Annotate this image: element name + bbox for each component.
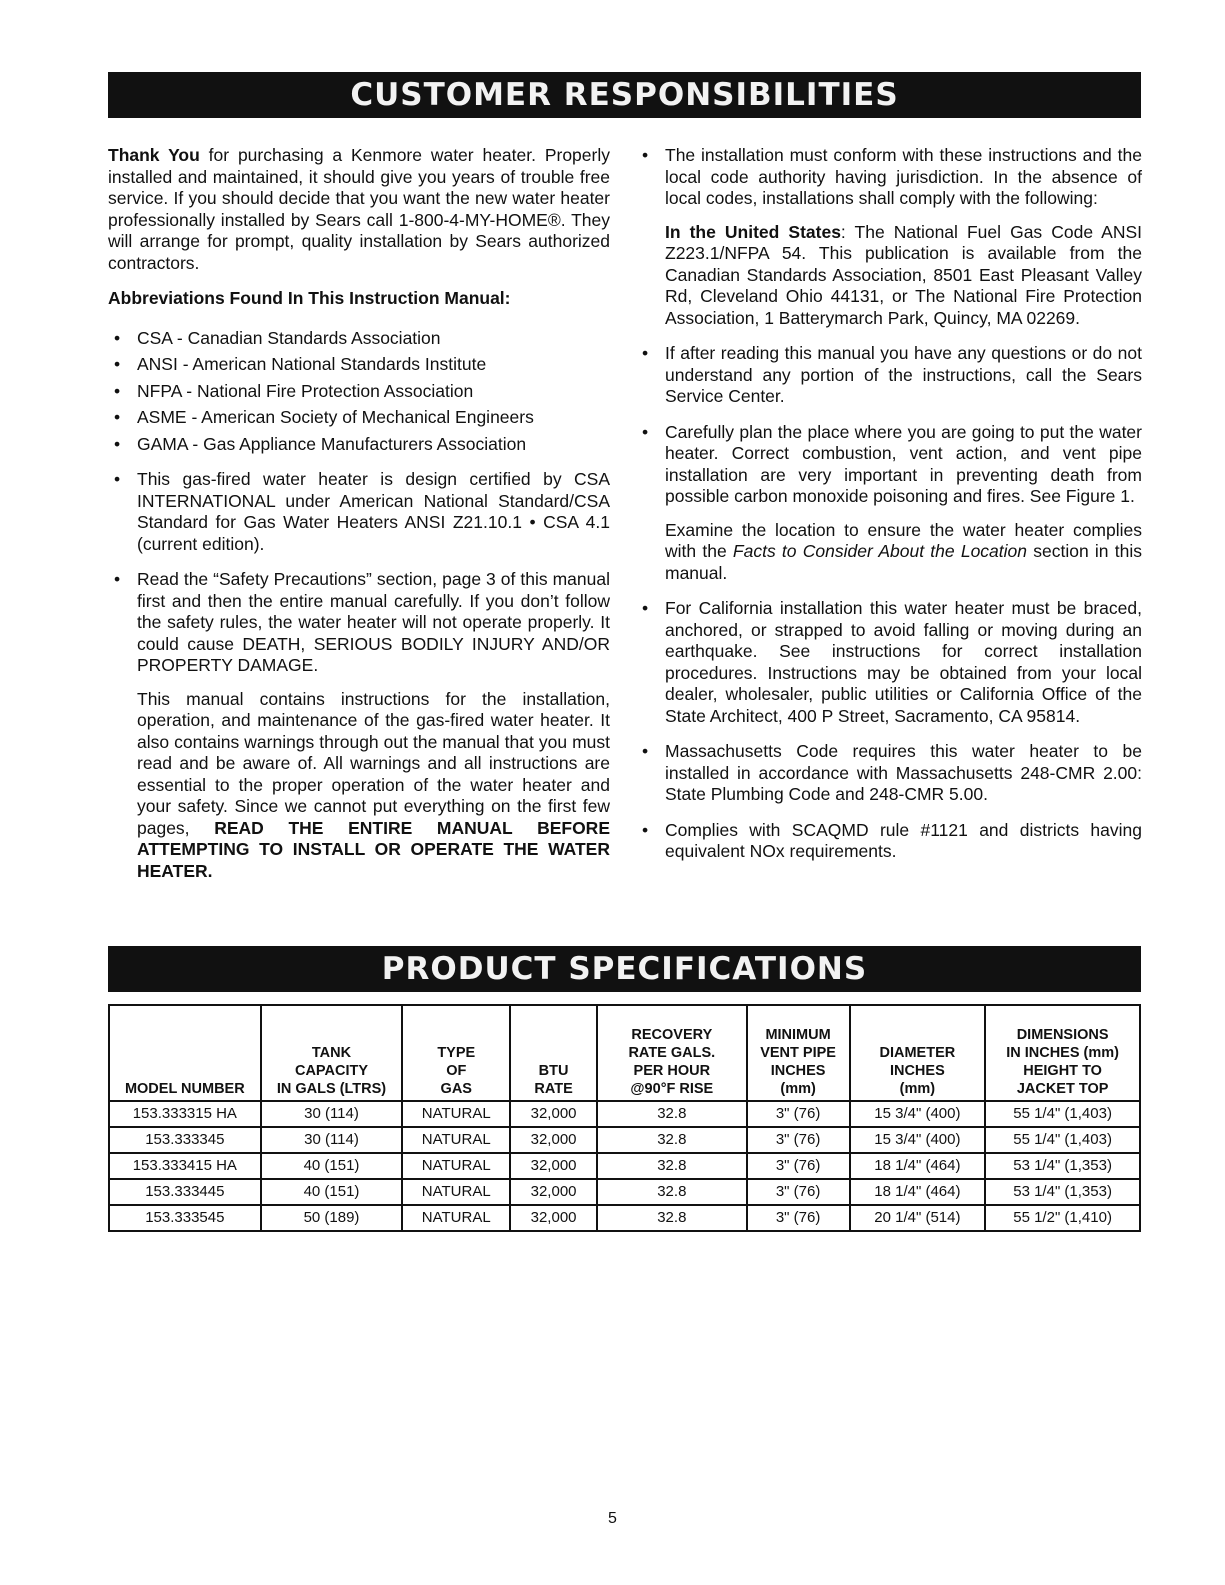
table-cell: 32,000 bbox=[510, 1101, 597, 1127]
left-column bbox=[108, 145, 610, 882]
bullet-icon: • bbox=[114, 354, 121, 374]
scaqmd-text: Complies with SCAQMD rule #1121 and districts having equivalent NOx requirements. bbox=[665, 819, 1142, 861]
table-cell: 55 1/4" (1,403) bbox=[985, 1101, 1140, 1127]
table-row bbox=[109, 1205, 1140, 1231]
manual-text: This manual contains instructions for the installation, operation, and maintenance of the gas-fired water heater. It also contains warnings through out the manual that you must read and be aware of. All warnings and all instructions are essential to the proper operation of the water heater and your safety. Since we cannot put everything on the first few pages, bbox=[137, 688, 610, 838]
bullet-icon: • bbox=[114, 469, 121, 489]
list-item bbox=[108, 381, 610, 403]
table-cell: 32,000 bbox=[510, 1153, 597, 1179]
table-cell: 30 (114) bbox=[261, 1127, 403, 1153]
table-cell: 153.333545 bbox=[109, 1205, 261, 1231]
table-cell: 3" (76) bbox=[747, 1205, 850, 1231]
abbreviation-text: CSA - Canadian Standards Association bbox=[137, 327, 441, 348]
examine-paragraph bbox=[665, 520, 1142, 585]
bullet-icon: • bbox=[114, 327, 121, 348]
installation-text: The installation must conform with these instructions and the local code authority having jurisdiction. In the absence of local codes, installations shall comply with the following: bbox=[665, 145, 1142, 208]
table-row bbox=[109, 1101, 1140, 1127]
abbreviations-title bbox=[108, 288, 610, 310]
placement-text: Carefully plan the place where you are going to put the water heater. Correct combustion, vent action, and vent pipe installation are very important in preventing death from possible carbon monoxide poisoning and fires. See Figure 1. bbox=[665, 421, 1142, 506]
column-header: BTU RATE bbox=[510, 1005, 597, 1101]
bullet-icon: • bbox=[114, 407, 121, 427]
certification-bullet bbox=[108, 469, 610, 555]
table-cell: NATURAL bbox=[402, 1179, 510, 1205]
certification-text: This gas-fired water heater is design certified by CSA INTERNATIONAL under American National Standard/CSA Standard for Gas Water Heaters ANSI Z21.10.1 • CSA 4.1 (current edition). bbox=[137, 469, 610, 554]
table-cell: 153.333445 bbox=[109, 1179, 261, 1205]
abbreviations-list bbox=[108, 328, 610, 456]
product-specifications-header: PRODUCT SPECIFICATIONS bbox=[108, 946, 1141, 992]
table-cell: 32.8 bbox=[597, 1127, 747, 1153]
column-header: TYPE OF GAS bbox=[402, 1005, 510, 1101]
column-header: DIAMETER INCHES (mm) bbox=[850, 1005, 986, 1101]
table-body bbox=[109, 1101, 1140, 1231]
column-header: TANK CAPACITY IN GALS (LTRS) bbox=[261, 1005, 403, 1101]
table-row bbox=[109, 1127, 1140, 1153]
customer-responsibilities-header: CUSTOMER RESPONSIBILITIES bbox=[108, 72, 1141, 118]
table-cell: 32,000 bbox=[510, 1127, 597, 1153]
us-bold: In the United States bbox=[665, 221, 841, 242]
california-text: For California installation this water heater must be braced, anchored, or strapped to avoid falling or moving during an earthquake. See instructions for correct installation procedures. Instructions may be obtained from your local dealer, wholesaler, public utilities or California Office of the State Architect, 400 P Street, Sacramento, CA 95814. bbox=[665, 598, 1142, 726]
abbreviation-text: NFPA - National Fire Protection Association bbox=[137, 380, 474, 401]
bullet-icon: • bbox=[114, 380, 121, 401]
list-item bbox=[108, 354, 610, 376]
table-cell: NATURAL bbox=[402, 1127, 510, 1153]
table-cell: 32,000 bbox=[510, 1205, 597, 1231]
table-cell: 3" (76) bbox=[747, 1179, 850, 1205]
placement-bullet bbox=[636, 422, 1142, 585]
table-cell: NATURAL bbox=[402, 1101, 510, 1127]
intro-paragraph bbox=[108, 145, 610, 274]
table-cell: 20 1/4" (514) bbox=[850, 1205, 986, 1231]
table-cell: 32.8 bbox=[597, 1153, 747, 1179]
bullet-icon: • bbox=[642, 598, 649, 618]
manual-paragraph bbox=[137, 689, 610, 883]
table-cell: 153.333415 HA bbox=[109, 1153, 261, 1179]
table-header-row bbox=[109, 1005, 1140, 1101]
table-cell: 3" (76) bbox=[747, 1127, 850, 1153]
table-cell: 18 1/4" (464) bbox=[850, 1179, 986, 1205]
us-text: : The National Fuel Gas Code ANSI Z223.1/NFPA 54. This publication is available from the Canadian Standards Association, 8501 East Pleasant Valley Rd, Cleveland Ohio 44131, or The National Fire Protection Association, 1 Batterymarch Park, Quincy, MA 02269. bbox=[665, 221, 1142, 328]
table-cell: 32,000 bbox=[510, 1179, 597, 1205]
california-bullet bbox=[636, 598, 1142, 727]
bullet-icon: • bbox=[642, 421, 649, 442]
table-cell: 15 3/4" (400) bbox=[850, 1127, 986, 1153]
column-header: MINIMUM VENT PIPE INCHES (mm) bbox=[747, 1005, 850, 1101]
table-cell: NATURAL bbox=[402, 1205, 510, 1231]
page-number: 5 bbox=[608, 1510, 617, 1527]
bullet-icon: • bbox=[642, 145, 649, 165]
table-cell: NATURAL bbox=[402, 1153, 510, 1179]
questions-text: If after reading this manual you have any questions or do not understand any portion of the instructions, call the Sears Service Center. bbox=[665, 343, 1142, 406]
abbreviation-text: GAMA - Gas Appliance Manufacturers Association bbox=[137, 433, 527, 454]
abbreviation-text: ASME - American Society of Mechanical Engineers bbox=[137, 407, 534, 427]
table-cell: 3" (76) bbox=[747, 1153, 850, 1179]
questions-bullet bbox=[636, 343, 1142, 408]
table-cell: 18 1/4" (464) bbox=[850, 1153, 986, 1179]
safety-text: Read the “Safety Precautions” section, page 3 of this manual first and then the entire manual carefully. If you don’t follow the safety rules, the water heater will not operate properly. It could cause DEATH, SERIOUS BODILY INJURY AND/OR PROPERTY DAMAGE. bbox=[137, 569, 610, 675]
table-cell: 53 1/4" (1,353) bbox=[985, 1153, 1140, 1179]
specifications-table bbox=[108, 1004, 1141, 1232]
examine-text-end: section in this manual. bbox=[665, 541, 1142, 583]
table-cell: 40 (151) bbox=[261, 1179, 403, 1205]
safety-bullet bbox=[108, 569, 610, 882]
list-item bbox=[108, 434, 610, 456]
table-cell: 32.8 bbox=[597, 1205, 747, 1231]
manual-warning: READ THE ENTIRE MANUAL BEFORE ATTEMPTING TO INSTALL OR OPERATE THE WATER HEATER. bbox=[137, 817, 610, 881]
bullet-icon: • bbox=[114, 433, 121, 454]
abbreviation-text: ANSI - American National Standards Institute bbox=[137, 354, 487, 374]
installation-bullet bbox=[636, 145, 1142, 329]
table-cell: 50 (189) bbox=[261, 1205, 403, 1231]
bullet-icon: • bbox=[642, 343, 649, 363]
column-header: MODEL NUMBER bbox=[109, 1005, 261, 1101]
us-paragraph bbox=[665, 222, 1142, 330]
list-item bbox=[108, 407, 610, 429]
abbreviations-title-text: Abbreviations Found In This Instruction Manual: bbox=[108, 288, 511, 308]
table-cell: 55 1/2" (1,410) bbox=[985, 1205, 1140, 1231]
table-cell: 153.333345 bbox=[109, 1127, 261, 1153]
table-cell: 55 1/4" (1,403) bbox=[985, 1127, 1140, 1153]
table-cell: 15 3/4" (400) bbox=[850, 1101, 986, 1127]
right-column bbox=[636, 145, 1142, 863]
table-cell: 32.8 bbox=[597, 1179, 747, 1205]
table-cell: 3" (76) bbox=[747, 1101, 850, 1127]
table-cell: 30 (114) bbox=[261, 1101, 403, 1127]
column-header: RECOVERY RATE GALS. PER HOUR @90°F RISE bbox=[597, 1005, 747, 1101]
table-row bbox=[109, 1179, 1140, 1205]
examine-text: Examine the location to ensure the water heater complies with the bbox=[665, 519, 1142, 561]
table-row bbox=[109, 1153, 1140, 1179]
column-header: DIMENSIONS IN INCHES (mm) HEIGHT TO JACKET TOP bbox=[985, 1005, 1140, 1101]
table-cell: 153.333315 HA bbox=[109, 1101, 261, 1127]
intro-text: for purchasing a Kenmore water heater. Properly installed and maintained, it should give you years of trouble free service. If you should decide that you want the new water heater professionally installed by Sears call 1-800-4-MY-HOME®. They will arrange for prompt, quality installation by Sears authorized contractors. bbox=[108, 145, 610, 273]
bullet-icon: • bbox=[114, 569, 121, 589]
intro-bold: Thank You bbox=[108, 145, 200, 165]
massachusetts-bullet bbox=[636, 741, 1142, 806]
table-cell: 53 1/4" (1,353) bbox=[985, 1179, 1140, 1205]
bullet-icon: • bbox=[642, 819, 649, 840]
massachusetts-text: Massachusetts Code requires this water heater to be installed in accordance with Massachusetts 248-CMR 2.00: State Plumbing Code and 248-CMR 5.00. bbox=[665, 741, 1142, 804]
list-item bbox=[108, 328, 610, 350]
bullet-icon: • bbox=[642, 741, 649, 761]
scaqmd-bullet bbox=[636, 820, 1142, 863]
table-cell: 40 (151) bbox=[261, 1153, 403, 1179]
examine-section-reference: Facts to Consider About the Location bbox=[732, 541, 1028, 561]
table-cell: 32.8 bbox=[597, 1101, 747, 1127]
